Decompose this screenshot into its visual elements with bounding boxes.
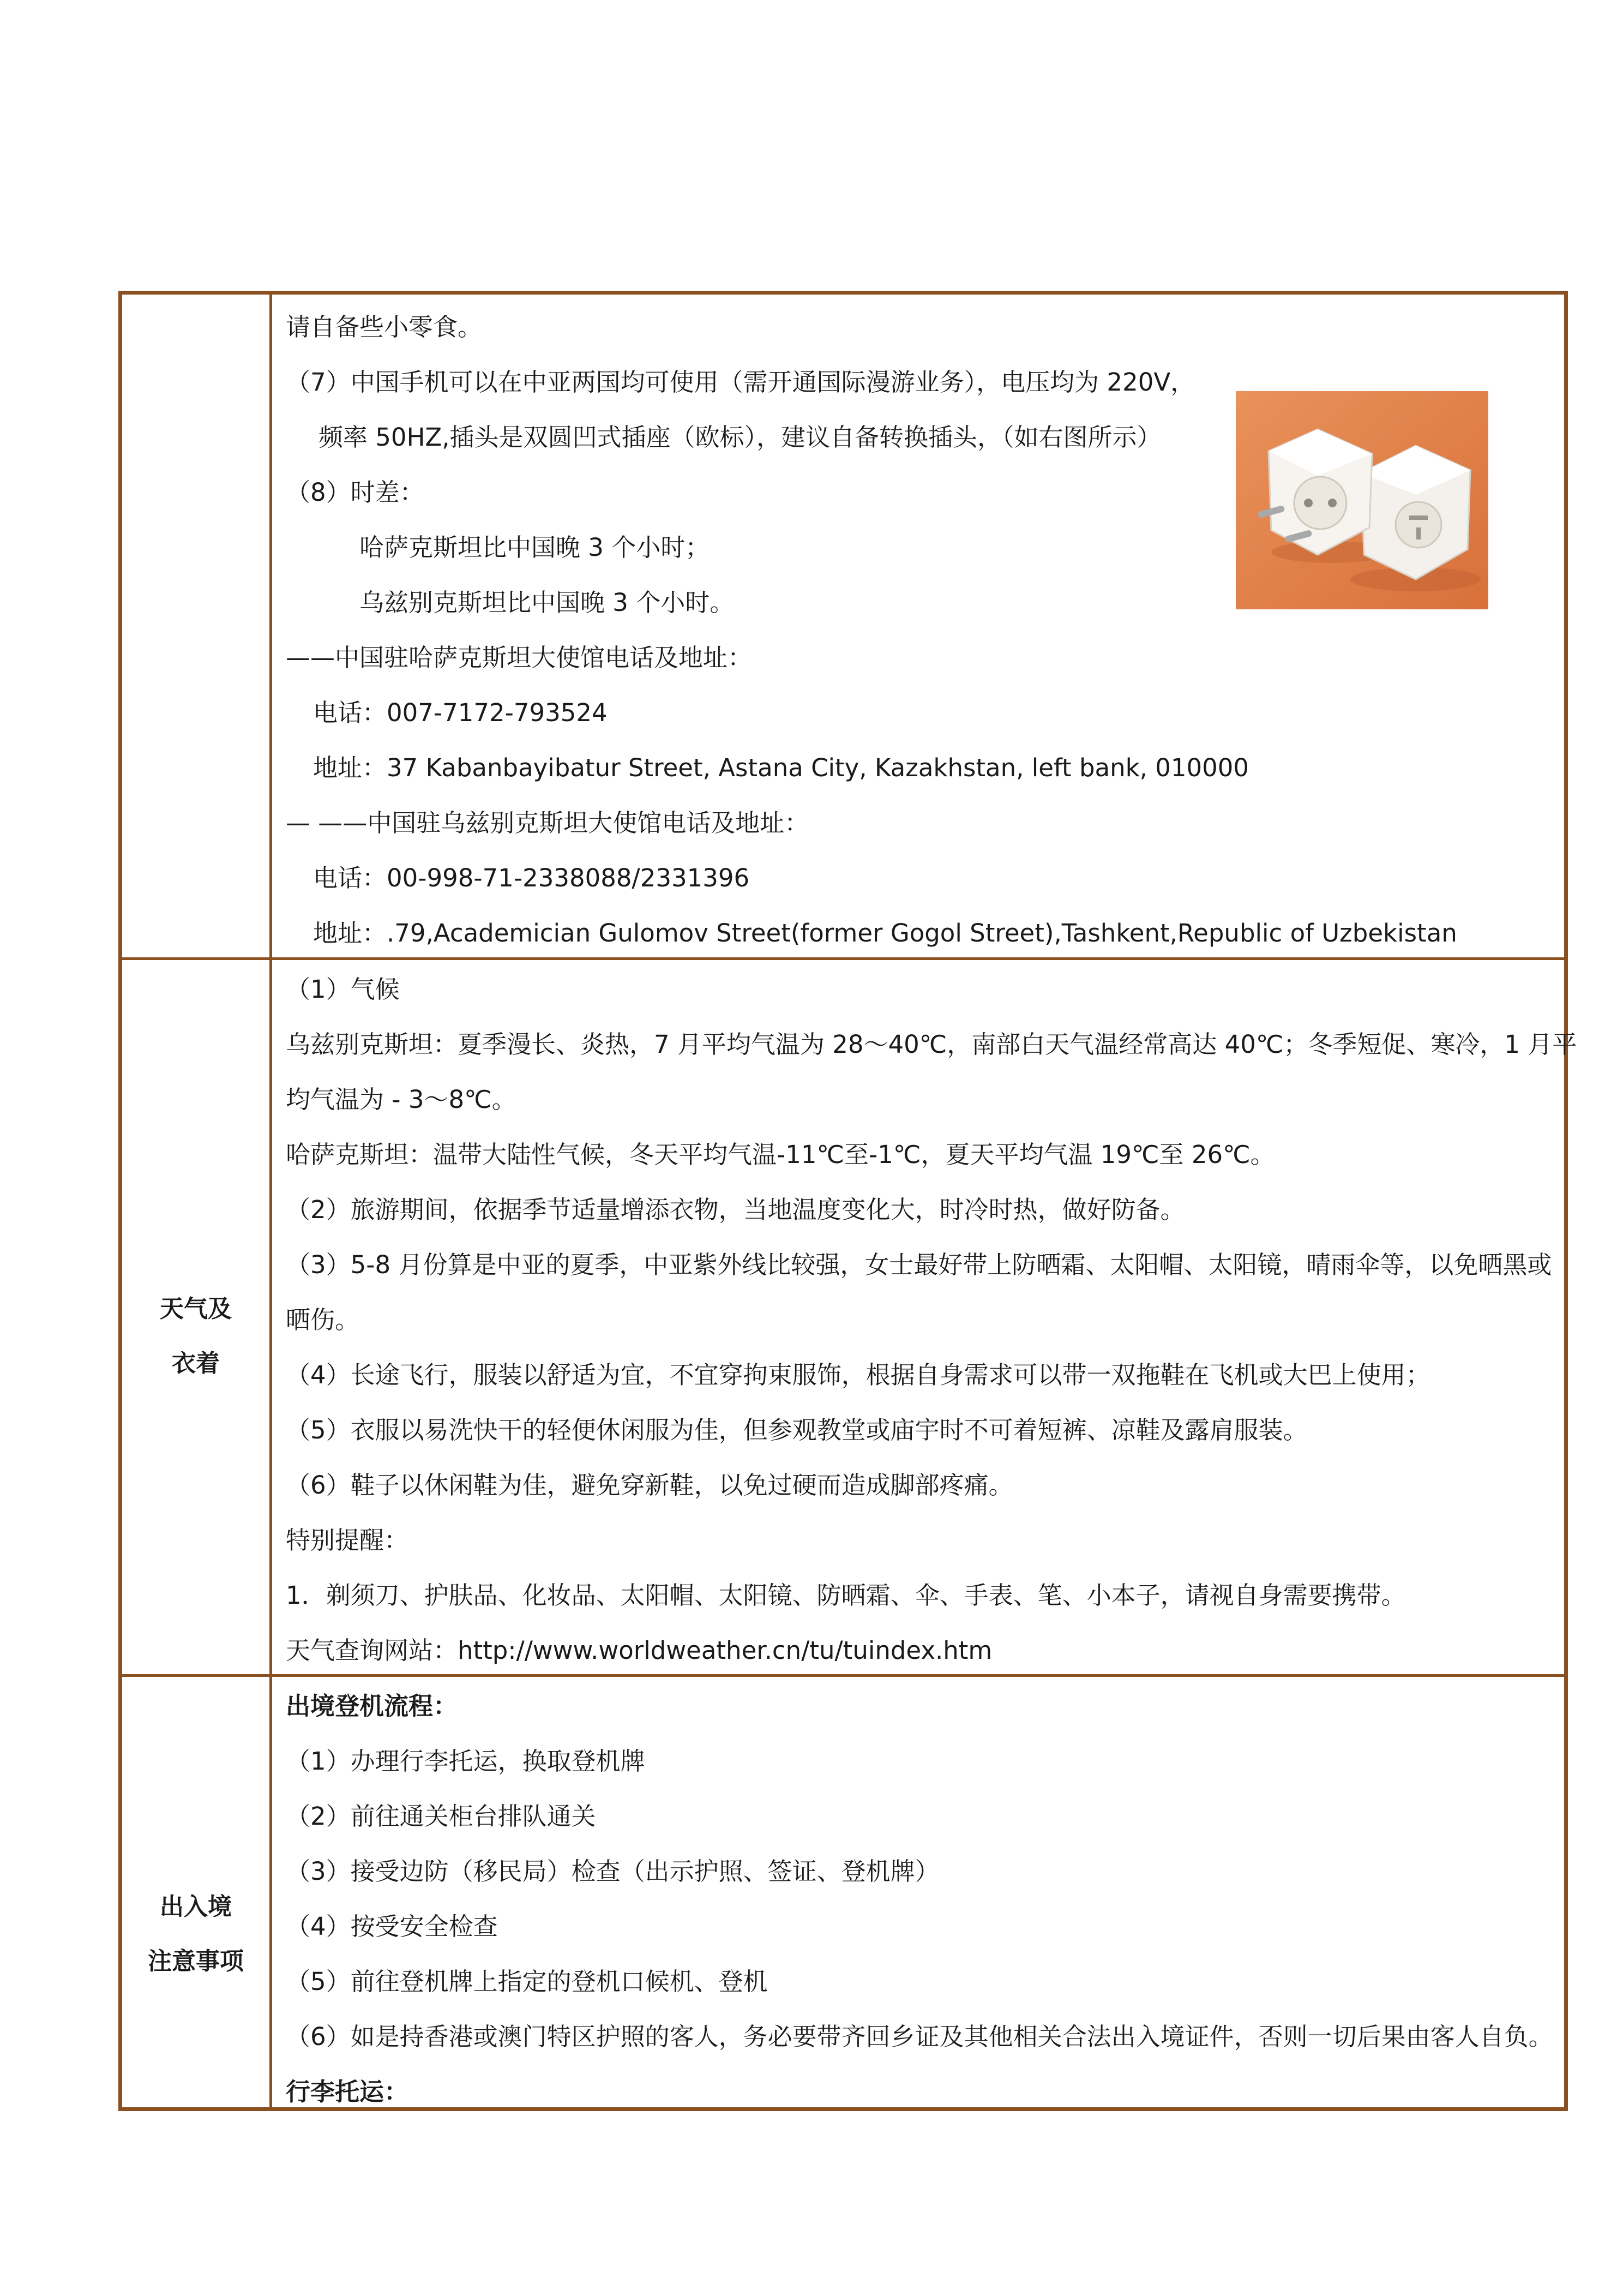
row3-line-0: （1）办理行李托运，换取登机牌: [286, 1747, 645, 1776]
row2-label-2: 衣着: [172, 1350, 220, 1377]
row3-label-2: 注意事项: [148, 1947, 244, 1975]
row1-line-8: 地址：37 Kabanbayibatur Street, Astana City, Kazakhstan, left bank, 010000: [313, 753, 1249, 782]
row2-line-10: 特别提醒：: [286, 1526, 409, 1555]
row3-label-1: 出入境: [160, 1893, 232, 1921]
row3-line-5: （6）如是持香港或澳门特区护照的客人，务必要带齐回乡证及其他相关合法出入境证件，否则一切后果由客人自负。: [286, 2022, 1553, 2051]
row2-line-2: 均气温为 - 3～8℃。: [286, 1085, 516, 1114]
plug-adapter-image: [1236, 391, 1488, 609]
row2-line-3: 哈萨克斯坦：温带大陆性气候，冬天平均气温-11℃至-1℃，夏天平均气温 19℃至 26℃。: [286, 1140, 1275, 1169]
row2-line-4: （2）旅游期间，依据季节适量增添衣物，当地温度变化大，时冷时热，做好防备。: [286, 1195, 1185, 1224]
content-table: [118, 291, 1577, 2111]
row2-line-12: 天气查询网站：http://www.worldweather.cn/tu/tuindex.htm: [286, 1636, 993, 1665]
row1-line-6: ——中国驻哈萨克斯坦大使馆电话及地址：: [286, 643, 753, 672]
row1-line-1: （7）中国手机可以在中亚两国均可使用（需开通国际漫游业务），电压均为 220V，: [286, 368, 1195, 397]
row1-line-3: （8）时差：: [286, 478, 424, 507]
row2-line-5: （3）5-8 月份算是中亚的夏季，中亚紫外线比较强，女士最好带上防晒霜、太阳帽、太阳镜，晴雨伞等，以免晒黑或: [286, 1250, 1552, 1279]
row3-line-1: （2）前往通关柜台排队通关: [286, 1802, 596, 1831]
row-divider-2: [122, 1674, 1564, 1677]
row3-heading: 出境登机流程：: [286, 1692, 458, 1720]
row1-line-4: 哈萨克斯坦比中国晚 3 个小时；: [359, 533, 710, 562]
row1-line-9: — ——中国驻乌兹别克斯坦大使馆电话及地址：: [286, 808, 809, 837]
row1-line-2: 频率 50HZ,插头是双圆凹式插座（欧标），建议自备转换插头，（如右图所示）: [318, 423, 1162, 452]
row1-line-7: 电话：007-7172-793524: [313, 698, 608, 727]
row2-line-0: （1）气候: [286, 975, 400, 1004]
row2-line-11: 1．剃须刀、护肤品、化妆品、太阳帽、太阳镜、防晒霜、伞、手表、笔、小本子，请视自身需要携带。: [286, 1581, 1406, 1610]
row2-line-1: 乌兹别克斯坦：夏季漫长、炎热，7 月平均气温为 28～40℃，南部白天气温经常高达 40℃；冬季短促、寒冷，1 月平: [286, 1030, 1577, 1059]
column-divider: [269, 295, 272, 2107]
row2-label-1: 天气及: [160, 1295, 232, 1323]
row2-line-9: （6）鞋子以休闲鞋为佳，避免穿新鞋，以免过硬而造成脚部疼痛。: [286, 1471, 1013, 1500]
row2-line-8: （5）衣服以易洗快干的轻便休闲服为佳，但参观教堂或庙宇时不可着短裤、凉鞋及露肩服装。: [286, 1416, 1308, 1444]
row3-line-3: （4）按受安全检查: [286, 1912, 498, 1941]
row1-line-5: 乌兹别克斯坦比中国晚 3 个小时。: [359, 588, 735, 617]
row2-line-6: 晒伤。: [286, 1305, 360, 1334]
row3-heading-2: 行李托运：: [286, 2077, 409, 2106]
row1-line-11: 地址：.79,Academician Gulomov Street(former Gogol Street),Tashkent,Republic of Uzbekistan: [313, 919, 1457, 948]
row1-line-0: 请自备些小零食。: [286, 313, 483, 341]
row3-line-4: （5）前往登机牌上指定的登机口候机、登机: [286, 1967, 768, 1996]
row-divider-1: [122, 957, 1564, 960]
row3-line-2: （3）接受边防（移民局）检查（出示护照、签证、登机牌）: [286, 1857, 940, 1886]
row1-line-10: 电话：00-998-71-2338088/2331396: [313, 864, 750, 892]
row2-line-7: （4）长途飞行，服装以舒适为宜，不宜穿拘束服饰，根据自身需求可以带一双拖鞋在飞机或大巴上使用；: [286, 1360, 1430, 1389]
